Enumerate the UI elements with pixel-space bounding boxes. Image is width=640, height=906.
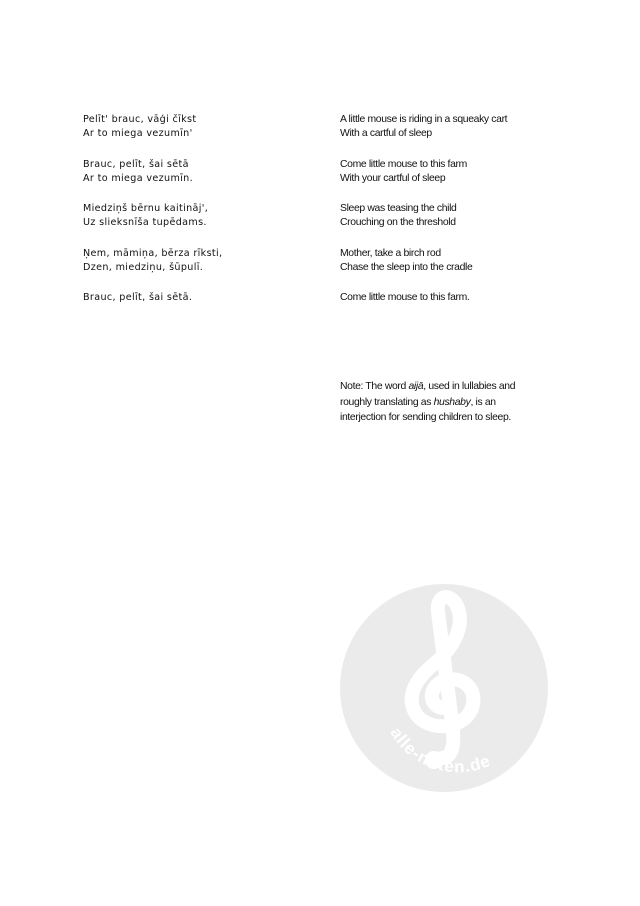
note-line-2: [340, 395, 555, 411]
note-line-3: interjection for sending children to sleep.: [340, 412, 511, 424]
note-text: , is an: [470, 396, 496, 408]
translator-note: [340, 379, 555, 426]
note-text: Note: The word: [340, 381, 409, 392]
latvian-stanza-1: [83, 113, 318, 141]
publisher-watermark: [338, 582, 550, 794]
english-stanza-4: [340, 247, 555, 275]
latvian-line: Ņem, māmiņa, bērza rīksti,: [83, 247, 223, 259]
latvian-line: Dzen, miedziņu, šūpulī.: [83, 261, 204, 273]
latvian-stanza-3: [83, 202, 318, 230]
english-stanza-5: [340, 291, 555, 305]
english-line: Come little mouse to this farm.: [340, 292, 470, 304]
english-line: With your cartful of sleep: [340, 172, 446, 184]
english-line: A little mouse is riding in a squeaky cart: [340, 114, 508, 125]
english-line: Sleep was teasing the child: [340, 203, 457, 215]
note-term-hushaby: hushaby: [433, 396, 471, 408]
english-line: Mother, take a birch rod: [340, 247, 441, 259]
english-stanza-3: [340, 202, 555, 230]
latvian-stanza-2: [83, 158, 318, 186]
english-line: Come little mouse to this farm: [340, 158, 467, 170]
latvian-line: Uz slieksnīša tupēdams.: [83, 217, 207, 229]
english-line: With a cartful of sleep: [340, 128, 432, 140]
latvian-stanza-4: [83, 247, 318, 275]
note-line-1: [340, 379, 555, 395]
english-stanza-2: [340, 158, 555, 186]
latvian-line: Ar to miega vezumīn': [83, 128, 193, 140]
english-line: Chase the sleep into the cradle: [340, 261, 473, 273]
english-translation: [340, 113, 555, 322]
latvian-stanza-5: [83, 291, 318, 305]
latvian-line: Ar to miega vezumīn.: [83, 172, 194, 184]
note-text: roughly translating as: [340, 396, 434, 408]
latvian-line: Brauc, pelīt, šai sētā: [83, 158, 189, 170]
latvian-line: Pelīt' brauc, vāģi čīkst: [83, 114, 197, 125]
watermark-graphic: [338, 582, 550, 794]
english-stanza-1: [340, 113, 555, 141]
note-term-aija: aijā: [408, 381, 424, 392]
latvian-line: Miedziņš bērnu kaitināj',: [83, 203, 209, 215]
note-text: , used in lullabies and: [423, 381, 516, 392]
latvian-lyrics: [83, 113, 318, 322]
watermark-text: alle-noten.de: [386, 723, 494, 777]
english-line: Crouching on the threshold: [340, 217, 456, 229]
latvian-line: Brauc, pelīt, šai sētā.: [83, 292, 193, 304]
